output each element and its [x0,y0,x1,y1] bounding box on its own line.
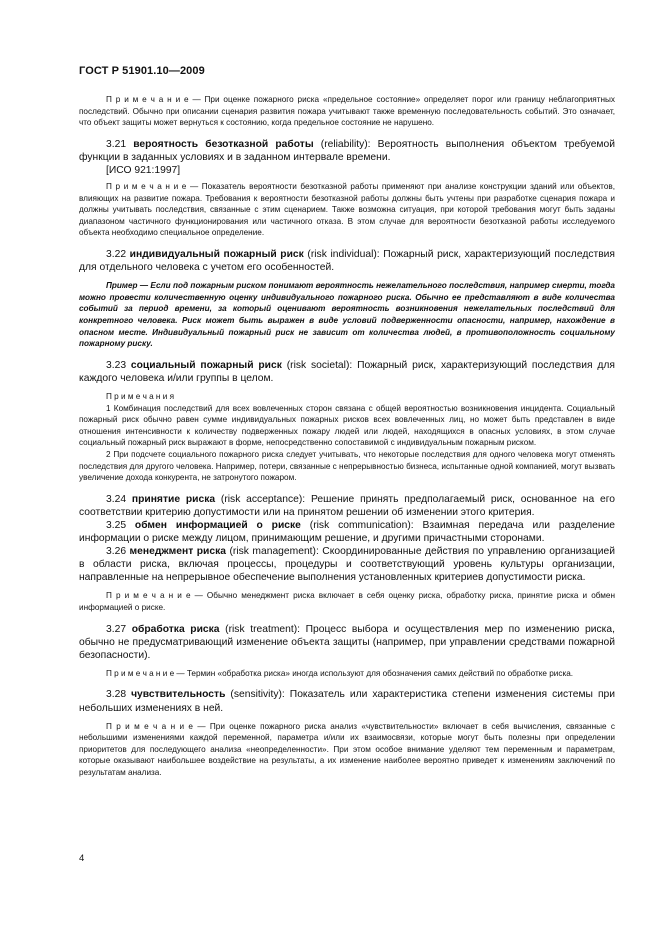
term-name: обработка риска [131,623,220,635]
note-3-23-1: 1 Комбинация последствий для всех вовлеченных сторон связана с общей вероятностью возникновения инцидента. Социальный пожарный риск обычно равен сумме индивидуальных пожарных рисков всех вовлеченных лиц, но может быть представлен в виде отношения интенсивности к количеству подверженных пожару людей или людей, находящихся в опасных условиях, в этом случае социальный пожарный риск выражают в форме, непосредственно сопоставимой с индивидуальным пожарным риском. [79,403,615,448]
term-3-24: 3.24 принятие риска (risk acceptance): Решение принять предполагаемый риск, основанное на его соответствии критерию допустимости или на принятом решении об изменении этого критерия. [79,493,615,518]
term-3-23: 3.23 социальный пожарный риск (risk societal): Пожарный риск, характеризующий последствия для каждого человека и/или группы в целом. [79,359,615,384]
term-name: социальный пожарный риск [130,359,282,371]
term-name: обмен информацией о риске [134,519,301,531]
term-name: индивидуальный пожарный риск [129,249,304,261]
example-3-22: Пример — Если под пожарным риском понимают вероятность нежелательного последствия, например смерти, тогда можно провести количественную оценку индивидуального пожарного риска. Обычно ее представляют в виде количества событий за период времени, за который оценивают вероятность возникновения нежелательных последствий для конкретного человека. Риск может быть выражен в виде условий подверженности опасности, например, нахождение в опасном месте. Индивидуальный пожарный риск не зависит от количества людей, в противоположность социальному пожарному риску. [79,281,615,349]
term-3-21: 3.21 вероятность безотказной работы (reliability): Вероятность выполнения объектом требуемой функции в заданных условиях и в заданном интервале времени. [79,138,615,163]
page-number: 4 [79,853,85,864]
note-3-28: П р и м е ч а н и е — При оценке пожарного риска анализ «чувствительности» включает в себя вычисления, связанные с небольшими изменениями каждой переменной, параметра и/или их взаимосвязи, которые могут быть полезны при определении приоритетов для последующего анализа «неопределенности». При этом особое внимание уделяют тем переменным и параметрам, которые оказывают наибольшее воздействие на результаты, а их изменение наиболее вероятно приведет к изменениям заключений по результатам анализа. [79,721,616,777]
term-name: чувствительность [131,689,226,701]
note-3-27: П р и м е ч а н и е — Термин «обработка риска» иногда используют для обозначения самих действий по обработке риска. [106,668,574,678]
term-3-26: 3.26 менеджмент риска (risk management): Скоординированные действия по управлению организацией в области риска, включая процессы, процедуры и соответствующий уровень культуры организации, направленные на непрерывное обеспечение выполнения установленных критериев допустимости риска. [79,546,615,584]
note-3-23-2: 2 При подсчете социального пожарного риска следует учитывать, что некоторые последствия для одного человека могут отменять последствия для другого человека. Например, потери, связанные с непрерывностью бизнеса, испытанные одной компанией, могут вызвать увеличение дохода конкурента, не затронутого пожаром. [79,449,615,483]
notes-label: П р и м е ч а н и я [106,391,175,401]
document-header: ГОСТ Р 51901.10—2009 [79,65,205,77]
term-name: менеджмент риска [129,546,226,558]
term-3-28: 3.28 чувствительность (sensitivity): Показатель или характеристика степени изменения системы при небольших изменениях в ней. [79,689,615,714]
term-name: вероятность безотказной работы [133,138,314,150]
term-3-27: 3.27 обработка риска (risk treatment): Процесс выбора и осуществления мер по изменению риска, обычно не предусматривающий изменение объекта защиты (например, при управлении средствами пожарной безопасности). [79,623,615,661]
term-3-21-ref: [ИСО 921:1997] [106,164,181,176]
note-3-21: П р и м е ч а н и е — Показатель вероятности безотказной работы применяют при анализе конструкции зданий или объектов, влияющих на развитие пожара. Требования к вероятности безотказной работы должны быть учтены при разработке сценария пожара и должны учитывать последствия, связанные с этим сценарием. Также возможна ситуация, при которой требования могут быть заданы диапазоном частичного функционирования или частичного отказа. В этом случае для вероятности безотказной работы исследуемого объекта необходимо специальное определение. [79,182,616,238]
note-preliminary: П р и м е ч а н и е — При оценке пожарного риска «предельное состояние» определяет порог или границу неблагоприятных последствий. Обычно при описании сценария развития пожара учитывают также временную последовательность событий. Это означает, что объект защиты может вернуться к состоянию, когда предельное состояние не нарушено. [79,95,615,128]
term-3-22: 3.22 индивидуальный пожарный риск (risk individual): Пожарный риск, характеризующий последствия для отдельного человека с учетом его особенностей. [79,249,615,274]
term-3-25: 3.25 обмен информацией о риске (risk communication): Взаимная передача или разделение информации о риске между лицом, принимающим решение, и другими причастными сторонами. [79,519,616,544]
note-3-26: П р и м е ч а н и е — Обычно менеджмент риска включает в себя оценку риска, обработку риска, принятие риска и обмен информацией о риске. [79,591,615,612]
document-body [79,94,615,779]
term-name: принятие риска [131,493,216,505]
